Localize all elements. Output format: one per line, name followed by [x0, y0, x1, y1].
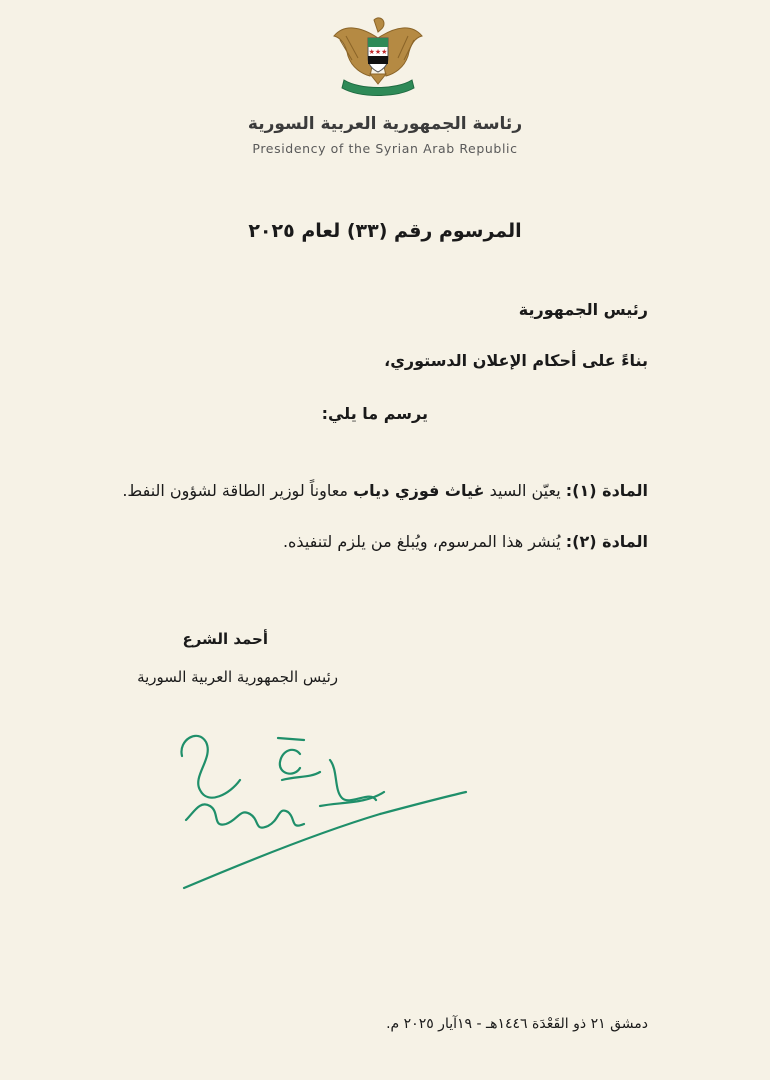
article-1: [122, 481, 648, 500]
article-2-text: يُنشر هذا المرسوم، ويُبلغ من يلزم لتنفيذه.: [282, 532, 561, 551]
footer-date: دمشق ٢١ ذو القَعْدَة ١٤٤٦هـ - ١٩آيار ٢٠٢٥ م.: [386, 1016, 648, 1032]
signer-name: أحمد الشرع: [182, 630, 268, 648]
article-1-label: المادة (١):: [565, 481, 648, 500]
decrees-line: يرسم ما يلي:: [321, 404, 428, 423]
presidency-title-arabic: رئاسة الجمهورية العربية السورية: [247, 114, 523, 134]
presidency-title-english: Presidency of the Syrian Arab Republic: [252, 141, 518, 156]
decree-title: المرسوم رقم (٣٣) لعام ٢٠٢٥: [248, 220, 522, 242]
signer-title: رئيس الجمهورية العربية السورية: [137, 668, 338, 686]
issuer-line: رئيس الجمهورية: [518, 300, 648, 319]
appointee-name: غياث فوزي دياب: [353, 481, 485, 500]
article-1-suffix: معاوناً لوزير الطاقة لشؤون النفط.: [122, 481, 348, 500]
article-2-label: المادة (٢):: [565, 532, 648, 551]
basis-line: بناءً على أحكام الإعلان الدستوري،: [384, 351, 648, 370]
handwritten-signature-icon: [170, 720, 470, 900]
article-1-prefix: يعيّن السيد: [489, 481, 561, 500]
svg-text:★★★: ★★★: [368, 48, 388, 56]
article-2: [283, 532, 648, 551]
syrian-eagle-emblem-icon: [330, 16, 426, 100]
